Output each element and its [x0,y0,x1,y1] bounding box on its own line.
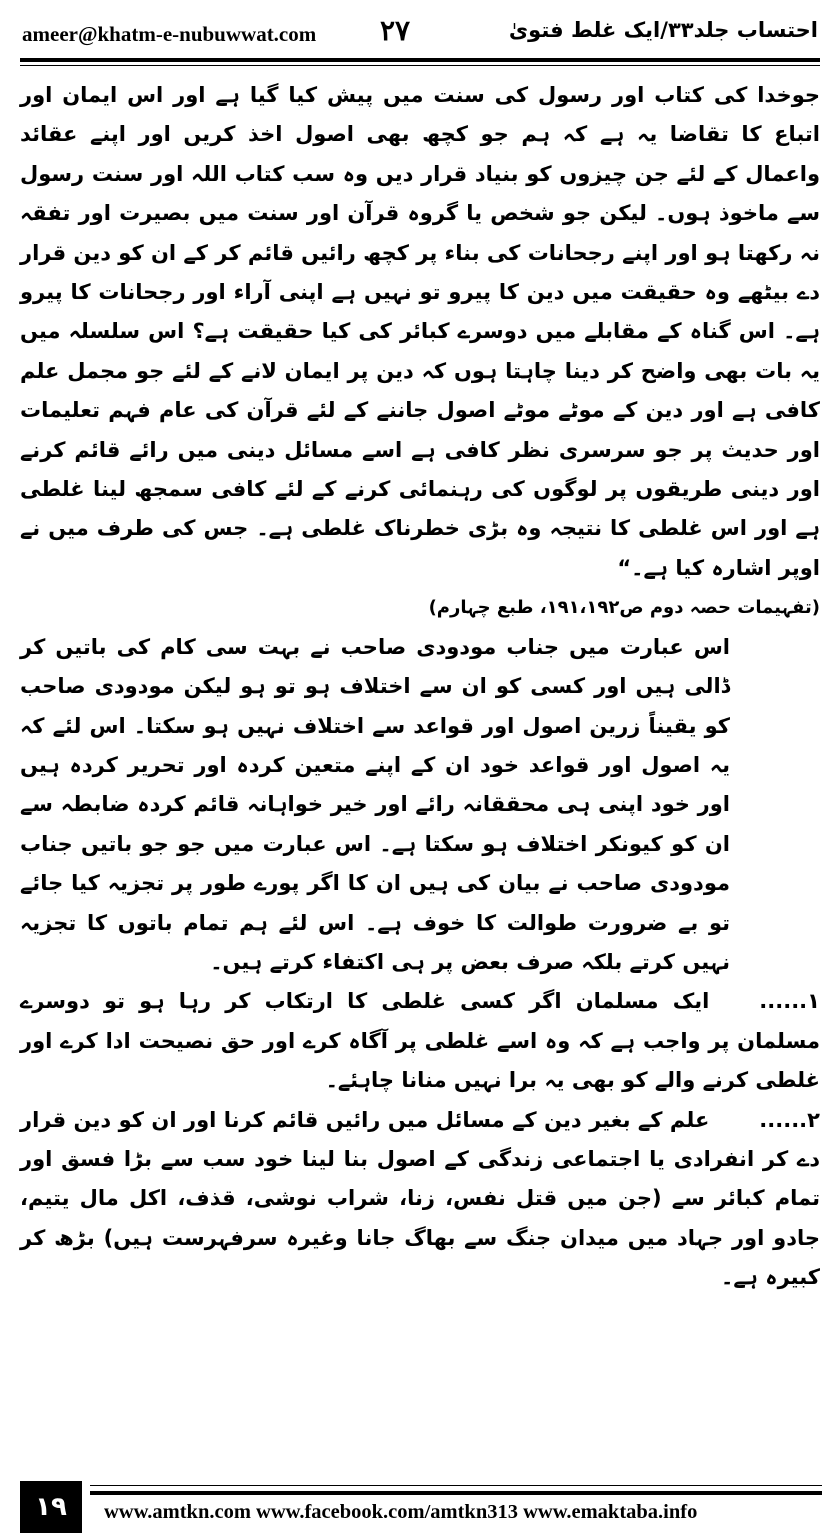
page-header [0,0,840,70]
footer-websites: www.amtkn.com www.facebook.com/amtkn313 www.emaktaba.info [104,1501,698,1523]
header-divider-thin [20,65,820,66]
page-body [20,76,820,1461]
footer-page-number: ۱۹ [20,1481,82,1533]
point-2-text: علم کے بغیر دین کے مسائل میں رائیں قائم کرنا اور ان کو دین قرار دے کر انفرادی یا اجتماعی زندگی کے اصول بنا لینا خود سب سے بڑا فسق اور تمام کبائر سے (جن میں قتل نفس، زنا، شراب نوشی، قذف، اکل مال یتیم، جادو اور جہاد میں میدان جنگ سے بھاگ جانا وغیرہ سرفہرست ہیں) بڑھ کر کبیرہ ہے۔ [20,1107,820,1290]
page-footer [0,1465,840,1540]
quoted-paragraph: جوخدا کی کتاب اور رسول کی سنت میں پیش کیا گیا ہے اور اس ایمان اور اتباع کا تقاضا یہ ہے کہ ہم جو کچھ بھی اصول اخذ کریں اور اپنے عقائد واعمال کے لئے جن چیزوں کو بنیاد قرار دیں وہ سب کتاب اللہ اور سنت رسول سے ماخوذ ہوں۔ لیکن جو شخص یا گروہ قرآن اور سنت میں بصیرت اور تفقہ نہ رکھتا ہو اور اپنے رجحانات کی بناء پر کچھ رائیں قائم کر کے ان کو دین قرار دے بیٹھے وہ حقیقت میں دین کا پیرو تو نہیں ہے اپنی آراء اور رجحانات کا پیرو ہے۔ اس گناہ کے مقابلے میں دوسرے کبائر کی کیا حقیقت ہے؟ اس سلسلہ میں یہ بات بھی واضح کر دینا چاہتا ہوں کہ دین پر ایمان لانے کے لئے جو مجمل علم کافی ہے اور دین کے موٹے موٹے اصول جاننے کے لئے قرآن کی عام فہم تعلیمات اور حدیث پر جو سرسری نظر کافی ہے اسے مسائل دینی میں رائے قائم کرنے اور دینی طریقوں پر لوگوں کی رہنمائی کرنے کے لئے کافی سمجھ لینا غلطی ہے اور اس غلطی کا نتیجہ وہ بڑی خطرناک غلطی ہے۔ جس کی طرف میں نے اوپر اشارہ کیا ہے۔“ [20,83,820,580]
footer-divider-thin [90,1485,822,1486]
header-book-title: احتساب جلد۳۳/ایک غلط فتویٰ [508,18,818,42]
point-1-label: ۱...... [759,989,820,1014]
footer-divider-thick [90,1491,822,1495]
citation: (تفہیمات حصہ دوم ص۱۹۱،۱۹۲، طبع چہارم) [428,597,820,619]
numbered-point-1 [20,982,820,1100]
numbered-point-2 [20,1101,820,1298]
header-divider-thick [20,58,820,62]
header-page-number: ۲۷ [380,14,411,47]
header-email: ameer@khatm-e-nubuwwat.com [22,22,317,46]
point-2-label: ۲...... [759,1107,820,1132]
point-1-text: ایک مسلمان اگر کسی غلطی کا ارتکاب کر رہا ہو تو دوسرے مسلمان پر واجب ہے کہ وہ اسے غلطی پر آگاہ کرے اور حق نصیحت ادا کرے اور غلطی کرنے والے کو بھی یہ برا نہیں منانا چاہئے۔ [20,989,820,1093]
commentary-paragraph: اس عبارت میں جناب مودودی صاحب نے بہت سی کام کی باتیں کر ڈالی ہیں اور کسی کو ان سے اختلاف ہو تو ہو لیکن مودودی صاحب کو یقیناً زرین اصول اور قواعد سے اختلاف نہیں ہو سکتا۔ اس لئے کہ یہ اصول اور قواعد خود ان کے اپنے متعین کردہ اور تحریر کردہ ہیں اور خود اپنی ہی محققانہ رائے اور خیر خواہانہ قائم کردہ ضابطہ سے ان کو کیونکر اختلاف ہو سکتا ہے۔ اس عبارت میں جو جو باتیں جناب مودودی صاحب نے بیان کی ہیں ان کا اگر پورے طور پر تجزیہ کیا جائے تو بے ضرورت طوالت کا خوف ہے۔ اس لئے ہم تمام باتوں کا تجزیہ نہیں کرتے بلکہ صرف بعض پر ہی اکتفاء کرتے ہیں۔ [20,634,730,974]
